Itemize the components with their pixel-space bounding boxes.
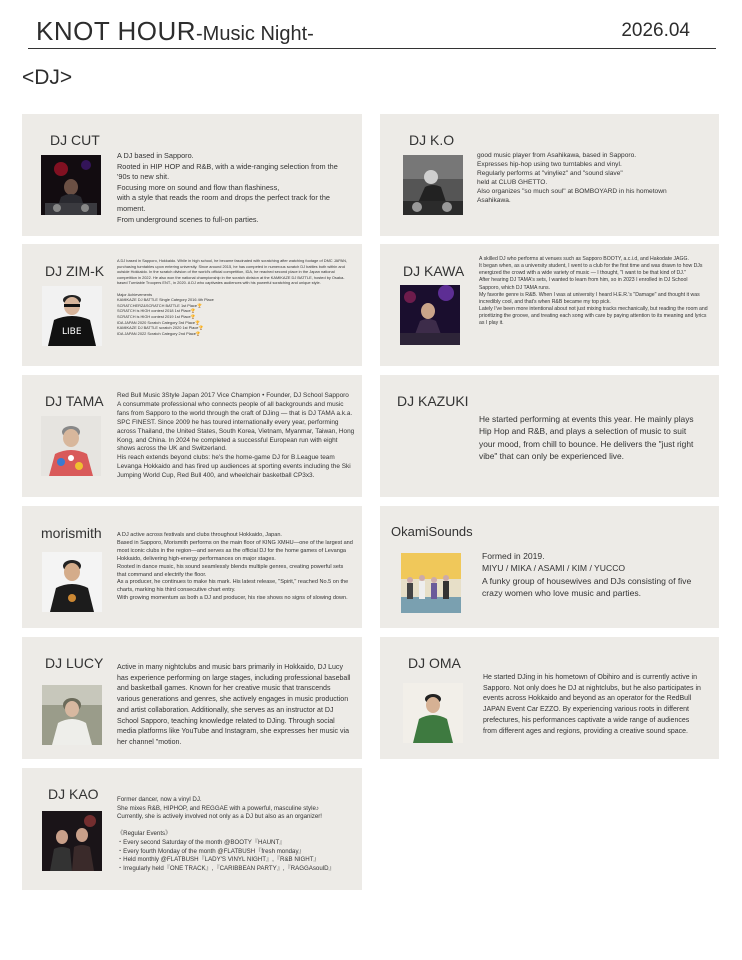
dj-name: DJ KAWA bbox=[403, 263, 465, 279]
dj-name: DJ OMA bbox=[408, 655, 461, 671]
dj-name: DJ KAZUKI bbox=[397, 393, 469, 409]
event-date: 2026.04 bbox=[621, 20, 690, 41]
dj-card-cut bbox=[22, 114, 362, 236]
dj-zimk-photo bbox=[42, 286, 102, 346]
dj-card-kao bbox=[22, 768, 362, 890]
dj-description: Formed in 2019. MIYU / MIKA / ASAMI / KIM / YUCCO A funky group of housewives and DJs consisting of five crazy women who love music and parties. bbox=[482, 551, 692, 599]
dj-card-morismith bbox=[22, 506, 362, 628]
dj-card-kawa bbox=[380, 244, 719, 366]
dj-card-kazuki bbox=[380, 375, 719, 497]
dj-card-lucy bbox=[22, 637, 362, 759]
dj-description: A DJ based in Sapporo, Hokkaido. While in high school, he became fascinated with scratching after watching footage of DMC JAPAN, purchasing turntables upon entering university. Since around 2015, he has competed in numerous scratch DJ battles both within and outside Hokkaido. In the scratch division of the world's official competition, IDA, he reached second place in the Japan national competition in 2022. He also won the national championship in the scratch division at the KAMIKAZE DJ BATTLE, hosted by Osaka-based Turntable Troopers ENT., in 2020. A DJ who captivates audiences with his powerful scratching and unique style. Major Achievements KAMIKAZE DJ BATTLE Single Category 2016 4th Place SCRATCHERZ&SCRATCH BATTLE 1st Place🏆 SCRATCH is HIGH contest 2018 1st Place🏆 SCRATCH is HIGH contest 2019 1st Place🏆 IDA JAPAN 2020 Scratch Category 3rd Place🏆 KAMIKAZE DJ BATTLE scratch 2020 1st Place🏆 IDA JAPAN 2022 Scratch Category 2nd Place🏆 bbox=[117, 258, 348, 336]
dj-name: DJ ZIM-K bbox=[45, 263, 105, 279]
dj-card-okamisounds bbox=[380, 506, 719, 628]
dj-lucy-photo bbox=[42, 685, 102, 745]
dj-description: A DJ active across festivals and clubs throughout Hokkaido, Japan. Based in Sapporo, Morismith performs on the main floor of KING XMHU—one of the largest and most iconic clubs in the region—and serves as the official DJ for the home games of Levanga Hokkaido, delivering high-energy performances on major stages. Rooted in dance music, his sound seamlessly blends multiple genres, creating powerful sets that command and electrify the floor. As a producer, he continues to make his mark. His latest release, "Spirit," reached No.5 on the charts, marking his third consecutive chart entry. With growing momentum as both a DJ and producer, his rise shows no signs of slowing down. bbox=[117, 532, 353, 602]
dj-oma-photo bbox=[403, 683, 463, 743]
dj-card-tama bbox=[22, 375, 362, 497]
dj-description: good music player from Asahikawa, based in Sapporo. Expresses hip-hop using two turntables and vinyl. Regularly performs at "vinyliez" and "sound slave" held at CLUB GHETTO. Also organizes "so much soul" at BOMBOYARD in his hometown Asahikawa. bbox=[477, 152, 667, 205]
dj-description: He started performing at events this year. He mainly plays Hip Hop and R&B, and plays a selection of music to suit your mood, from chill to bounce. He delivers the "just right vibe" that can only be experienced live. bbox=[479, 414, 694, 462]
event-subtitle: -Music Night- bbox=[196, 23, 314, 45]
dj-name: DJ KAO bbox=[48, 786, 99, 802]
dj-card-ko bbox=[380, 114, 719, 236]
section-title: <DJ> bbox=[22, 66, 73, 89]
dj-tama-photo bbox=[41, 416, 101, 476]
dj-name: OkamiSounds bbox=[391, 524, 473, 539]
dj-description: Red Bull Music 3Style Japan 2017 Vice Champion • Founder, DJ School Sapporo A consummate professional who connects people of all backgrounds and music fans from Sapporo to the world through the craft of DJing — that is DJ TAMA a.k.a. SPC FINEST. Since 2009 he has toured internationally every year, performing across Thailand, the United States, South Korea, Vietnam, Myanmar, Taiwan, Hong Kong, and China. In 2024 he completed a successful European run with eight shows across the UK and Switzerland. His reach extends beyond clubs: he's the home-game DJ for B.League team Levanga Hokkaido and has fired up audiences at sporting events including the Ski Jumping World Cup, Red Bull 400, and wheelchair basketball CP3x3. bbox=[117, 392, 355, 480]
dj-description: A skilled DJ who performs at venues such as Sapporo BOOTY, a.c.i.d, and Hakodate JAGG. It began when, as a university student, I went to a club for the first time and was drawn to how DJs energized the crowd with a wide variety of music — I thought, "I want to be that kind of DJ." After hearing DJ TAMA's sets, I wanted to learn from him, so in 2023 I enrolled in DJ School Sapporo, which DJ TAMA runs. My favorite genre is R&B. When I was at university I heard H.E.R.'s "Damage" and thought it was incredibly cool, and that's when R&B became my top pick. Lately I've been more intentional about not just mixing tracks mechanically, but reading the room and prioritizing the groove, and treating each song with care by paying attention to its meaning and lyrics as I play it. bbox=[479, 256, 708, 327]
dj-name: DJ K.O bbox=[409, 132, 455, 148]
dj-description: Active in many nightclubs and music bars primarily in Hokkaido, DJ Lucy has experience performing on large stages, including professional baseball and basketball games. Known for her creative music that transcends various generations and genres, she actively engages in music production and artist collaboration. Additionally, she serves as an instructor at DJ School Sapporo, teaching knowledge related to DJing. Through social media platforms like YouTube and Instagram, she expresses her music via her channel "motion. bbox=[117, 664, 351, 746]
dj-description: Former dancer, now a vinyl DJ. She mixes R&B, HIPHOP, and REGGAE with a powerful, masculine style♪ Currently, she is actively involved not only as a DJ but also as an organizer! 《Regular Events》 ・Every second Saturday of the month @BOOTY『HAUNT』 ・Every fourth Monday of the month @FLATBUSH『fresh monday』 ・Held monthly @FLATBUSH『LADY'S VINYL NIGHT』,『R&B NIGHT』 ・Irregularly held『ONE TRACK』,『CARIBBEAN PARTY』,『RAGGAsoulD』 bbox=[117, 796, 335, 872]
event-title: KNOT HOUR bbox=[36, 16, 197, 46]
dj-card-zimk bbox=[22, 244, 362, 366]
dj-kao-photo bbox=[42, 811, 102, 871]
dj-description: A DJ based in Sapporo. Rooted in HIP HOP and R&B, with a wide-ranging selection from the '90s to new shit. Focusing more on sound and flow than flashiness, with a style that reads the room and drops the perfect track for the moment. From underground scenes to full-on parties. bbox=[117, 151, 338, 224]
dj-name: DJ TAMA bbox=[45, 393, 104, 409]
page-header bbox=[28, 14, 716, 49]
dj-name: morismith bbox=[41, 525, 102, 541]
dj-name: DJ LUCY bbox=[45, 655, 104, 671]
dj-ko-photo bbox=[403, 155, 463, 215]
dj-kawa-photo bbox=[400, 285, 460, 345]
dj-card-oma bbox=[380, 637, 719, 759]
okamisounds-photo bbox=[401, 553, 461, 613]
morismith-photo bbox=[42, 552, 102, 612]
dj-description: He started DJing in his hometown of Obihiro and is currently active in Sapporo. Not only does he DJ at nightclubs, but he also participates in events across Hokkaido and beyond as an operator for the RedBull JAPAN Event Car EZZO. By experiencing various roots in different prefectures, his performances captivate a wide range of audiences from different ages and regions, providing a creative sound space. bbox=[483, 674, 701, 735]
dj-cut-photo bbox=[41, 155, 101, 215]
dj-name: DJ CUT bbox=[50, 132, 100, 148]
svg-text:LIBE: LIBE bbox=[62, 327, 82, 337]
